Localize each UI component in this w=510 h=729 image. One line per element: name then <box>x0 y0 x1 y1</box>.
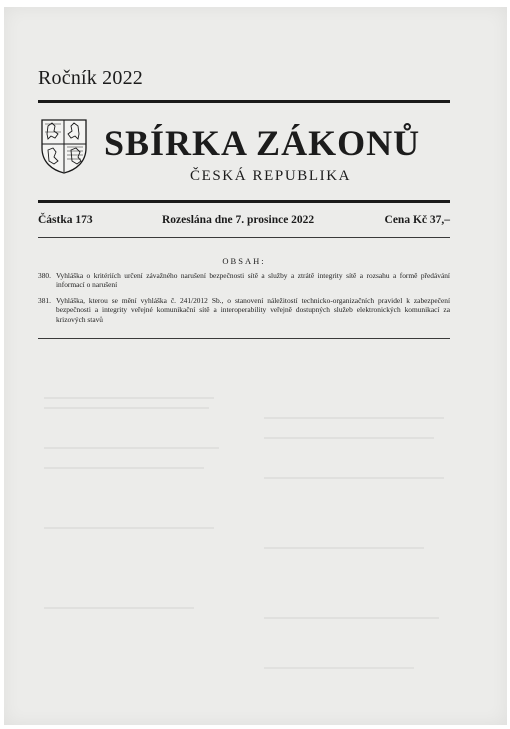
contents-item <box>38 296 450 324</box>
issue-part: Částka 173 <box>38 214 93 226</box>
contents-item-text: Vyhláška, kterou se mění vyhláška č. 241/2012 Sb., o stanovení náležitostí technicko-organizačních pravidel k zabezpečení bezpečnosti a integrity veřejné komunikační sítě a interoperability veřejně dostupných služeb elektronických komunikací za krizových stavů <box>56 296 450 324</box>
header-top-rule <box>38 100 450 103</box>
issue-distribution-date: Rozeslána dne 7. prosince 2022 <box>162 214 315 226</box>
contents-item <box>38 271 450 290</box>
state-emblem-icon <box>40 118 88 174</box>
contents-item-text: Vyhláška o kritériích určení závažného narušení bezpečnosti sítě a služby a ztrátě integrity sítě a rozsahu a formě předávání informací o narušení <box>56 271 450 290</box>
publication-title: SBÍRKA ZÁKONŮ <box>104 123 421 163</box>
contents-heading: OBSAH: <box>222 256 266 266</box>
info-bottom-rule <box>38 237 450 238</box>
volume-year: Ročník 2022 <box>38 67 143 89</box>
document-page <box>4 7 507 725</box>
publication-subtitle: ČESKÁ REPUBLIKA <box>190 168 352 184</box>
issue-price: Cena Kč 37,– <box>384 214 450 226</box>
bleed-through-texture <box>4 7 507 725</box>
contents-bottom-rule <box>38 338 450 339</box>
contents-item-number: 381. <box>38 296 51 305</box>
contents-item-number: 380. <box>38 271 51 280</box>
header-bottom-rule <box>38 200 450 203</box>
